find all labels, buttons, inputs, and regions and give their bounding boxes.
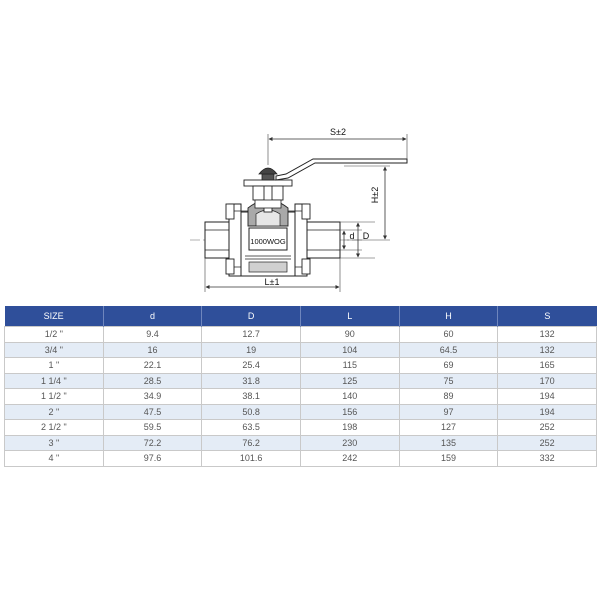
header-size: SIZE <box>5 306 104 327</box>
body-marking: 1000WOG <box>250 237 286 246</box>
cell-d-small: 47.5 <box>103 404 202 420</box>
cell-l: 104 <box>300 342 399 358</box>
cell-l: 115 <box>300 358 399 374</box>
dimension-table <box>4 306 597 467</box>
cell-h: 69 <box>399 358 498 374</box>
label-h: H±2 <box>370 186 380 204</box>
table-row <box>5 373 597 389</box>
cell-size: 3 " <box>5 435 104 451</box>
cell-d-small: 28.5 <box>103 373 202 389</box>
cell-s: 332 <box>498 451 597 467</box>
cell-d-small: 97.6 <box>103 451 202 467</box>
cell-d-small: 22.1 <box>103 358 202 374</box>
cell-s: 252 <box>498 435 597 451</box>
cell-l: 198 <box>300 420 399 436</box>
header-d-small: d <box>103 306 202 327</box>
cell-l: 140 <box>300 389 399 405</box>
cell-size: 1 1/4 " <box>5 373 104 389</box>
cell-d-small: 59.5 <box>103 420 202 436</box>
label-s: S±2 <box>330 127 346 137</box>
cell-h: 159 <box>399 451 498 467</box>
label-d-small: d <box>349 231 355 241</box>
cell-d-big: 12.7 <box>202 327 301 343</box>
cell-d-big: 25.4 <box>202 358 301 374</box>
cell-d-big: 50.8 <box>202 404 301 420</box>
cell-size: 4 " <box>5 451 104 467</box>
header-s: S <box>498 306 597 327</box>
header-h: H <box>399 306 498 327</box>
cell-s: 194 <box>498 404 597 420</box>
table-row <box>5 342 597 358</box>
table-row <box>5 389 597 405</box>
cell-l: 230 <box>300 435 399 451</box>
cell-l: 156 <box>300 404 399 420</box>
header-d-big: D <box>202 306 301 327</box>
cell-h: 97 <box>399 404 498 420</box>
cell-h: 89 <box>399 389 498 405</box>
cell-size: 1/2 " <box>5 327 104 343</box>
handle-lever <box>276 159 407 180</box>
label-d-big: D <box>362 231 370 241</box>
cell-d-big: 76.2 <box>202 435 301 451</box>
cell-h: 75 <box>399 373 498 389</box>
table-row <box>5 404 597 420</box>
cell-s: 132 <box>498 327 597 343</box>
cell-s: 194 <box>498 389 597 405</box>
table-row <box>5 451 597 467</box>
table-row <box>5 420 597 436</box>
cell-d-big: 63.5 <box>202 420 301 436</box>
cell-d-small: 72.2 <box>103 435 202 451</box>
cell-d-small: 34.9 <box>103 389 202 405</box>
cell-d-big: 38.1 <box>202 389 301 405</box>
header-l: L <box>300 306 399 327</box>
cell-size: 2 1/2 " <box>5 420 104 436</box>
cell-size: 2 " <box>5 404 104 420</box>
left-pipe-end <box>205 222 229 258</box>
cell-d-small: 9.4 <box>103 327 202 343</box>
cell-l: 242 <box>300 451 399 467</box>
label-l: L±1 <box>264 277 280 287</box>
cell-size: 1 " <box>5 358 104 374</box>
table-row <box>5 358 597 374</box>
cell-size: 1 1/2 " <box>5 389 104 405</box>
cell-d-big: 101.6 <box>202 451 301 467</box>
cell-s: 170 <box>498 373 597 389</box>
table-header-row <box>5 306 597 327</box>
table-row <box>5 435 597 451</box>
cell-s: 132 <box>498 342 597 358</box>
cell-d-big: 31.8 <box>202 373 301 389</box>
cell-s: 252 <box>498 420 597 436</box>
cell-s: 165 <box>498 358 597 374</box>
right-pipe-end <box>307 222 340 258</box>
table-row <box>5 327 597 343</box>
cell-h: 135 <box>399 435 498 451</box>
cell-d-small: 16 <box>103 342 202 358</box>
cell-size: 3/4 " <box>5 342 104 358</box>
cell-l: 90 <box>300 327 399 343</box>
cell-h: 127 <box>399 420 498 436</box>
cell-d-big: 19 <box>202 342 301 358</box>
cell-h: 64.5 <box>399 342 498 358</box>
cell-h: 60 <box>399 327 498 343</box>
cell-l: 125 <box>300 373 399 389</box>
